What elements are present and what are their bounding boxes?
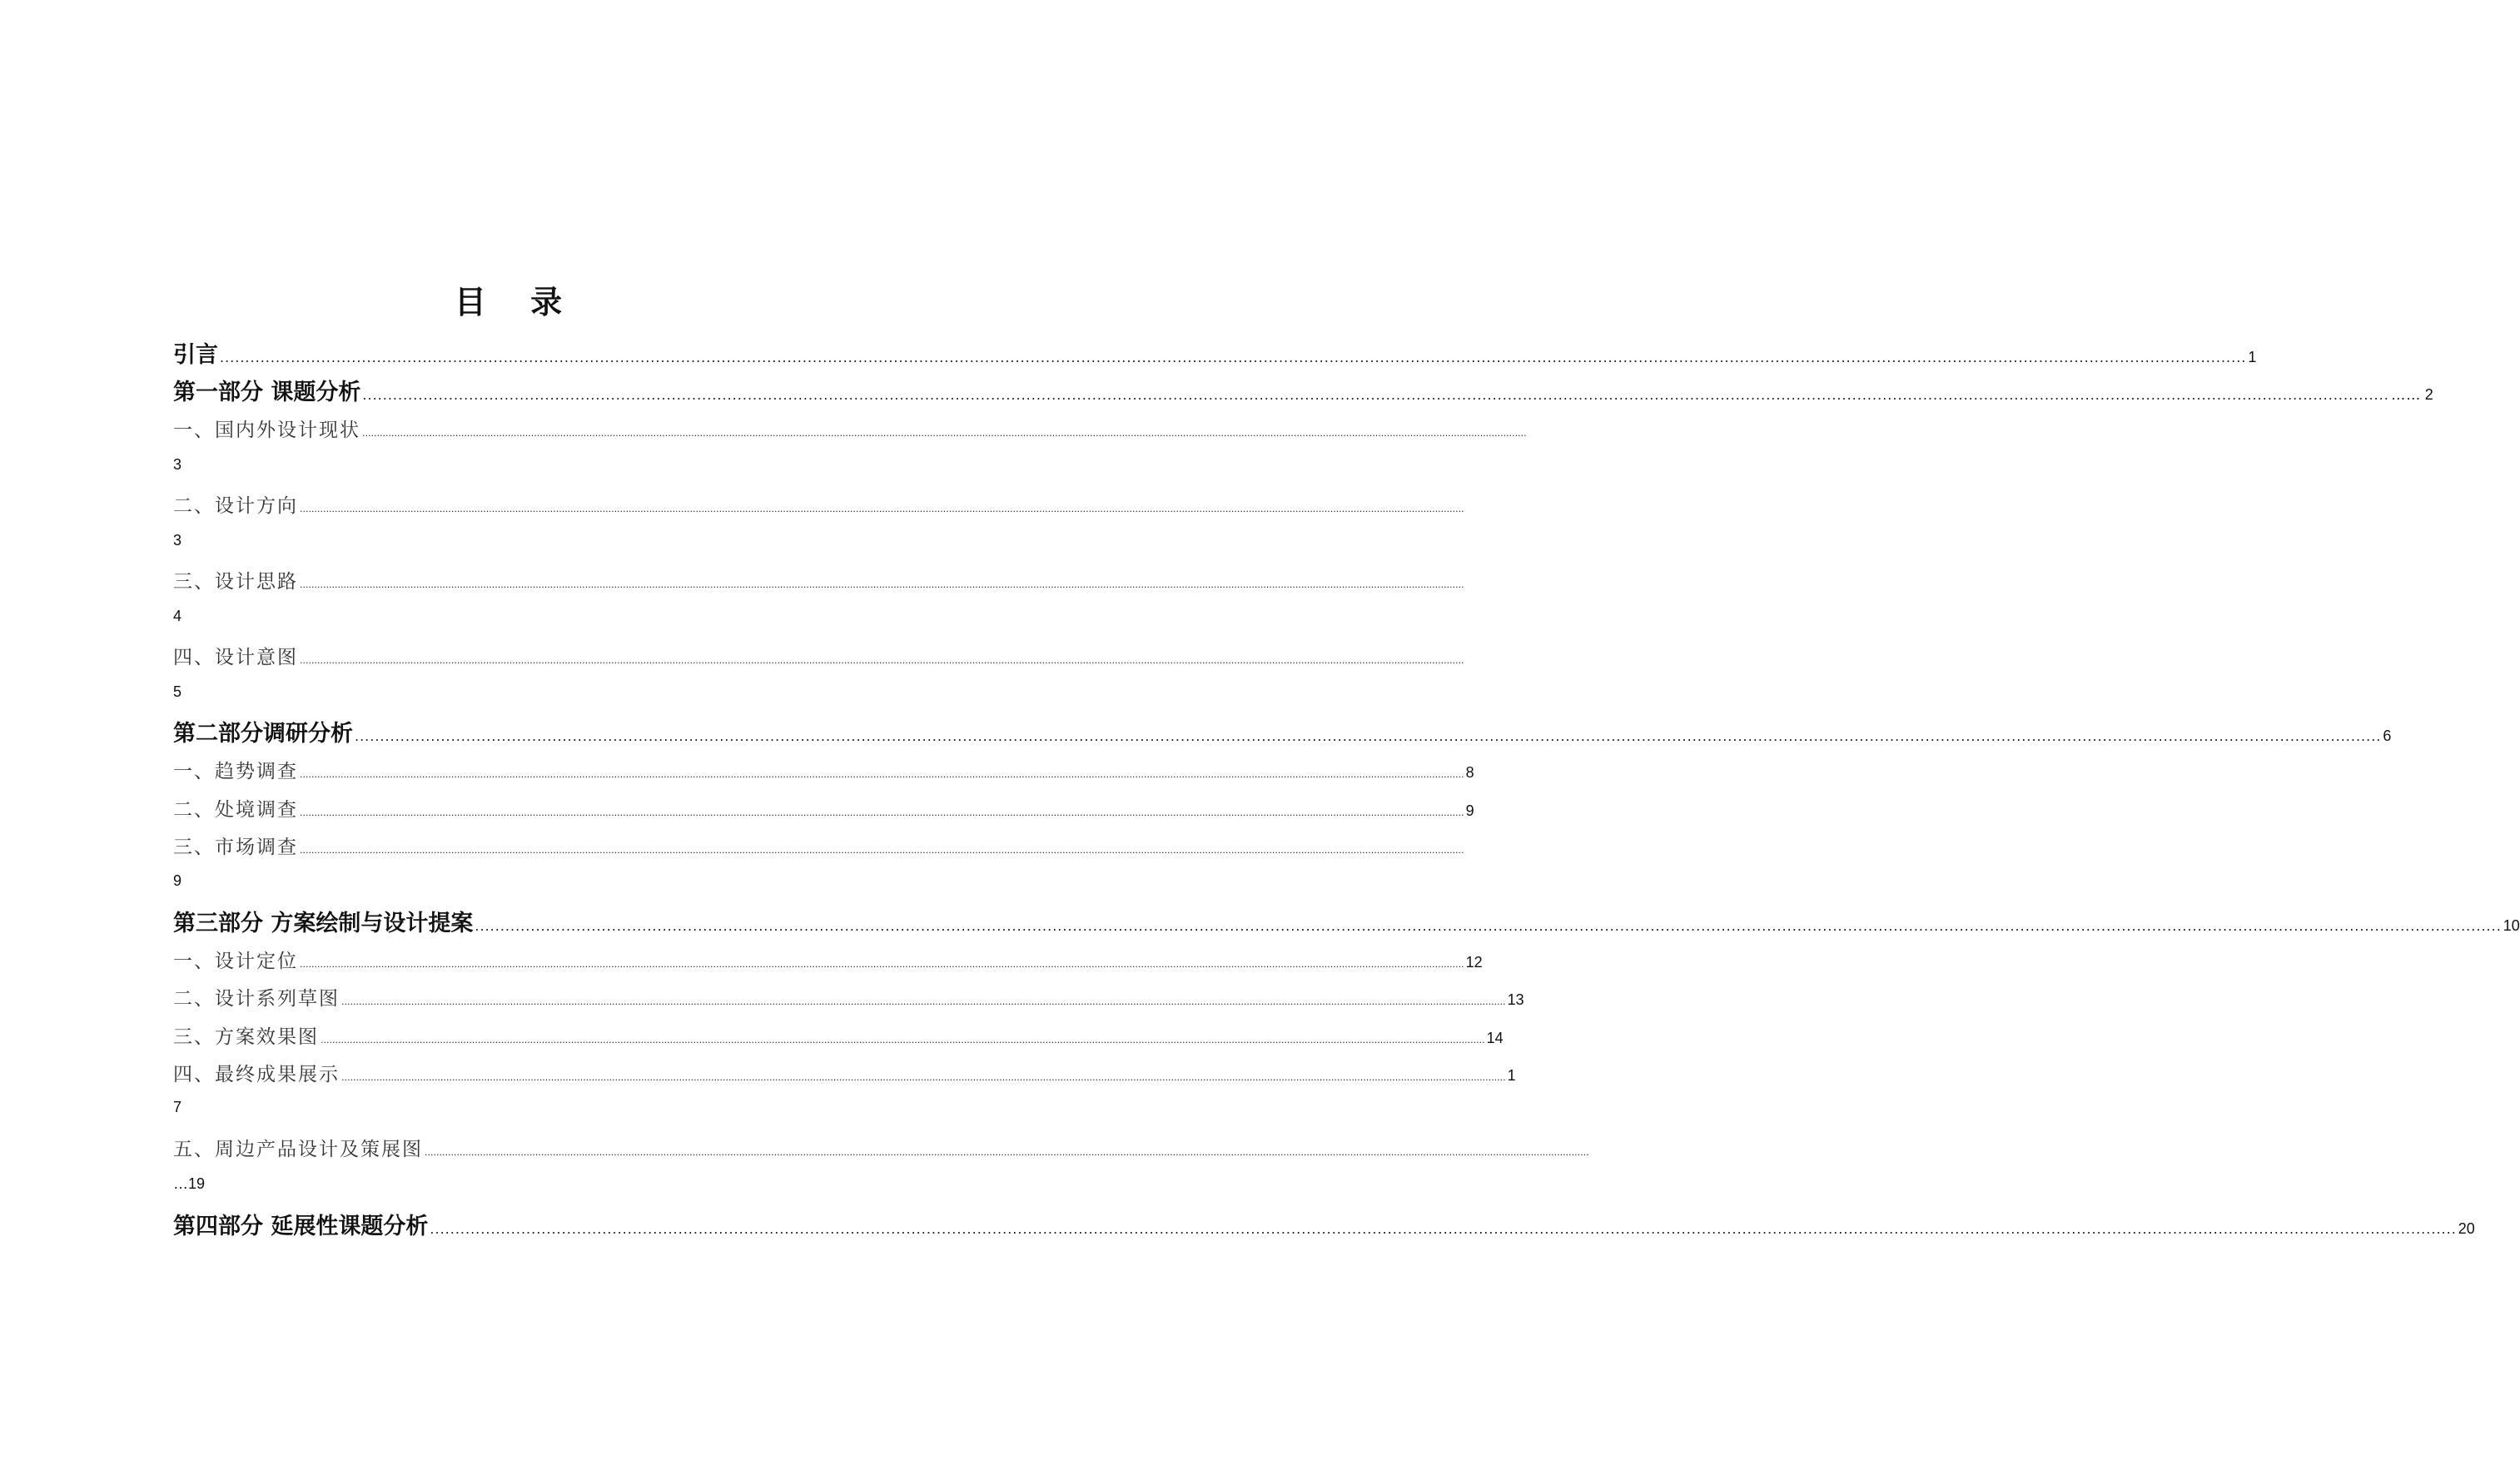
dot-leader: ................................................................................................................................................................................................................................................................................................................................................................................................................ — [475, 918, 2502, 934]
dot-leader: ................................................................................................................................................................................................................................................................................................................................................................................................................ — [362, 428, 1527, 439]
dot-leader: ................................................................................................................................................................................................................................................................................................................................................................................................................ — [341, 996, 1506, 1007]
dot-leader: ................................................................................................................................................................................................................................................................................................................................................................................................................ — [341, 1072, 1506, 1083]
toc-entry-page: 14 — [1486, 1030, 1504, 1046]
toc-entry-label: 二、处境调查 — [173, 799, 298, 821]
dot-leader: ................................................................................................................................................................................................................................................................................................................................................................................................................ — [321, 1035, 1485, 1045]
dot-leader: ................................................................................................................................................................................................................................................................................................................................................................................................................ — [300, 769, 1464, 780]
toc-wrapped-page: 5 — [173, 683, 182, 700]
toc-entry-part-3[interactable] — [173, 905, 2520, 937]
toc-entry-1-3[interactable] — [173, 566, 1464, 593]
toc-entry-label: 第一部分 课题分析 — [173, 380, 361, 405]
toc-entry-page: …… 2 — [2390, 386, 2433, 403]
dot-leader: ................................................................................................................................................................................................................................................................................................................................................................................................................ — [362, 387, 2389, 403]
dot-leader: ................................................................................................................................................................................................................................................................................................................................................................................................................ — [300, 959, 1464, 970]
toc-entry-label: 第三部分 方案绘制与设计提案 — [173, 911, 474, 936]
toc-entry-page: 8 — [1465, 764, 1474, 781]
toc-entry-2-1[interactable] — [173, 756, 1474, 783]
toc-entry-page: 12 — [1465, 954, 1483, 971]
dot-leader: ................................................................................................................................................................................................................................................................................................................................................................................................................ — [300, 807, 1464, 818]
toc-entry-label: 四、设计意图 — [173, 647, 298, 668]
toc-entry-label: 三、市场调查 — [173, 837, 298, 858]
toc-entry-page: 9 — [1465, 802, 1474, 819]
toc-entry-label: 一、设计定位 — [173, 951, 298, 972]
dot-leader: ................................................................................................................................................................................................................................................................................................................................................................................................................ — [355, 728, 2382, 744]
toc-entry-page: 20 — [2458, 1220, 2475, 1237]
dot-leader: ................................................................................................................................................................................................................................................................................................................................................................................................................ — [300, 504, 1464, 514]
dot-leader: ................................................................................................................................................................................................................................................................................................................................................................................................................ — [300, 655, 1464, 666]
toc-entry-1-2[interactable] — [173, 490, 1464, 518]
toc-wrapped-page: 4 — [173, 608, 182, 624]
toc-entry-3-3[interactable] — [173, 1021, 1504, 1049]
toc-entry-label: 引言 — [173, 342, 218, 368]
toc-entry-label: 第四部分 延展性课题分析 — [173, 1214, 429, 1239]
toc-entry-page: 13 — [1507, 991, 1524, 1008]
toc-title: 目 录 — [454, 284, 579, 320]
toc-entry-2-3[interactable] — [173, 832, 1464, 859]
toc-entry-1-4[interactable] — [173, 642, 1464, 669]
toc-entry-label: 二、设计系列草图 — [173, 988, 340, 1010]
toc-wrapped-page: 3 — [173, 456, 182, 473]
toc-entry-2-2[interactable] — [173, 794, 1474, 822]
toc-wrapped-page: …19 — [173, 1175, 206, 1192]
toc-entry-label: 三、设计思路 — [173, 571, 298, 593]
toc-entry-1-1[interactable] — [173, 415, 1527, 442]
toc-entry-3-1[interactable] — [173, 946, 1483, 973]
toc-entry-label: 第二部分调研分析 — [173, 721, 353, 747]
dot-leader: ................................................................................................................................................................................................................................................................................................................................................................................................................ — [425, 1147, 1589, 1158]
toc-entry-3-5[interactable] — [173, 1134, 1589, 1161]
toc-entry-page: 10 — [2503, 917, 2520, 934]
toc-entry-page: 1 — [2248, 349, 2257, 365]
dot-leader: ................................................................................................................................................................................................................................................................................................................................................................................................................ — [430, 1221, 2457, 1237]
toc-entry-part-1[interactable] — [173, 374, 2433, 406]
dot-leader: ................................................................................................................................................................................................................................................................................................................................................................................................................ — [300, 579, 1464, 590]
toc-entry-page: 1 — [1507, 1067, 1516, 1084]
toc-entry-3-4[interactable] — [173, 1059, 1516, 1086]
dot-leader: ................................................................................................................................................................................................................................................................................................................................................................................................................ — [300, 845, 1464, 856]
toc-entry-label: 四、最终成果展示 — [173, 1064, 340, 1085]
toc-entry-label: 五、周边产品设计及策展图 — [173, 1139, 423, 1160]
toc-wrapped-page: 7 — [173, 1099, 182, 1115]
toc-wrapped-page: 9 — [173, 872, 182, 889]
toc-entry-intro[interactable] — [173, 336, 2257, 369]
toc-entry-part-2[interactable] — [173, 715, 2392, 747]
toc-entry-3-2[interactable] — [173, 983, 1524, 1011]
toc-entry-page: 6 — [2383, 728, 2392, 744]
toc-entry-label: 三、方案效果图 — [173, 1026, 319, 1048]
toc-entry-label: 一、趋势调查 — [173, 761, 298, 782]
toc-wrapped-page: 3 — [173, 532, 182, 549]
toc-entry-label: 二、设计方向 — [173, 495, 298, 517]
toc-entry-part-4[interactable] — [173, 1208, 2475, 1240]
dot-leader: ................................................................................................................................................................................................................................................................................................................................................................................................................ — [220, 350, 2247, 365]
toc-entry-label: 一、国内外设计现状 — [173, 420, 360, 441]
